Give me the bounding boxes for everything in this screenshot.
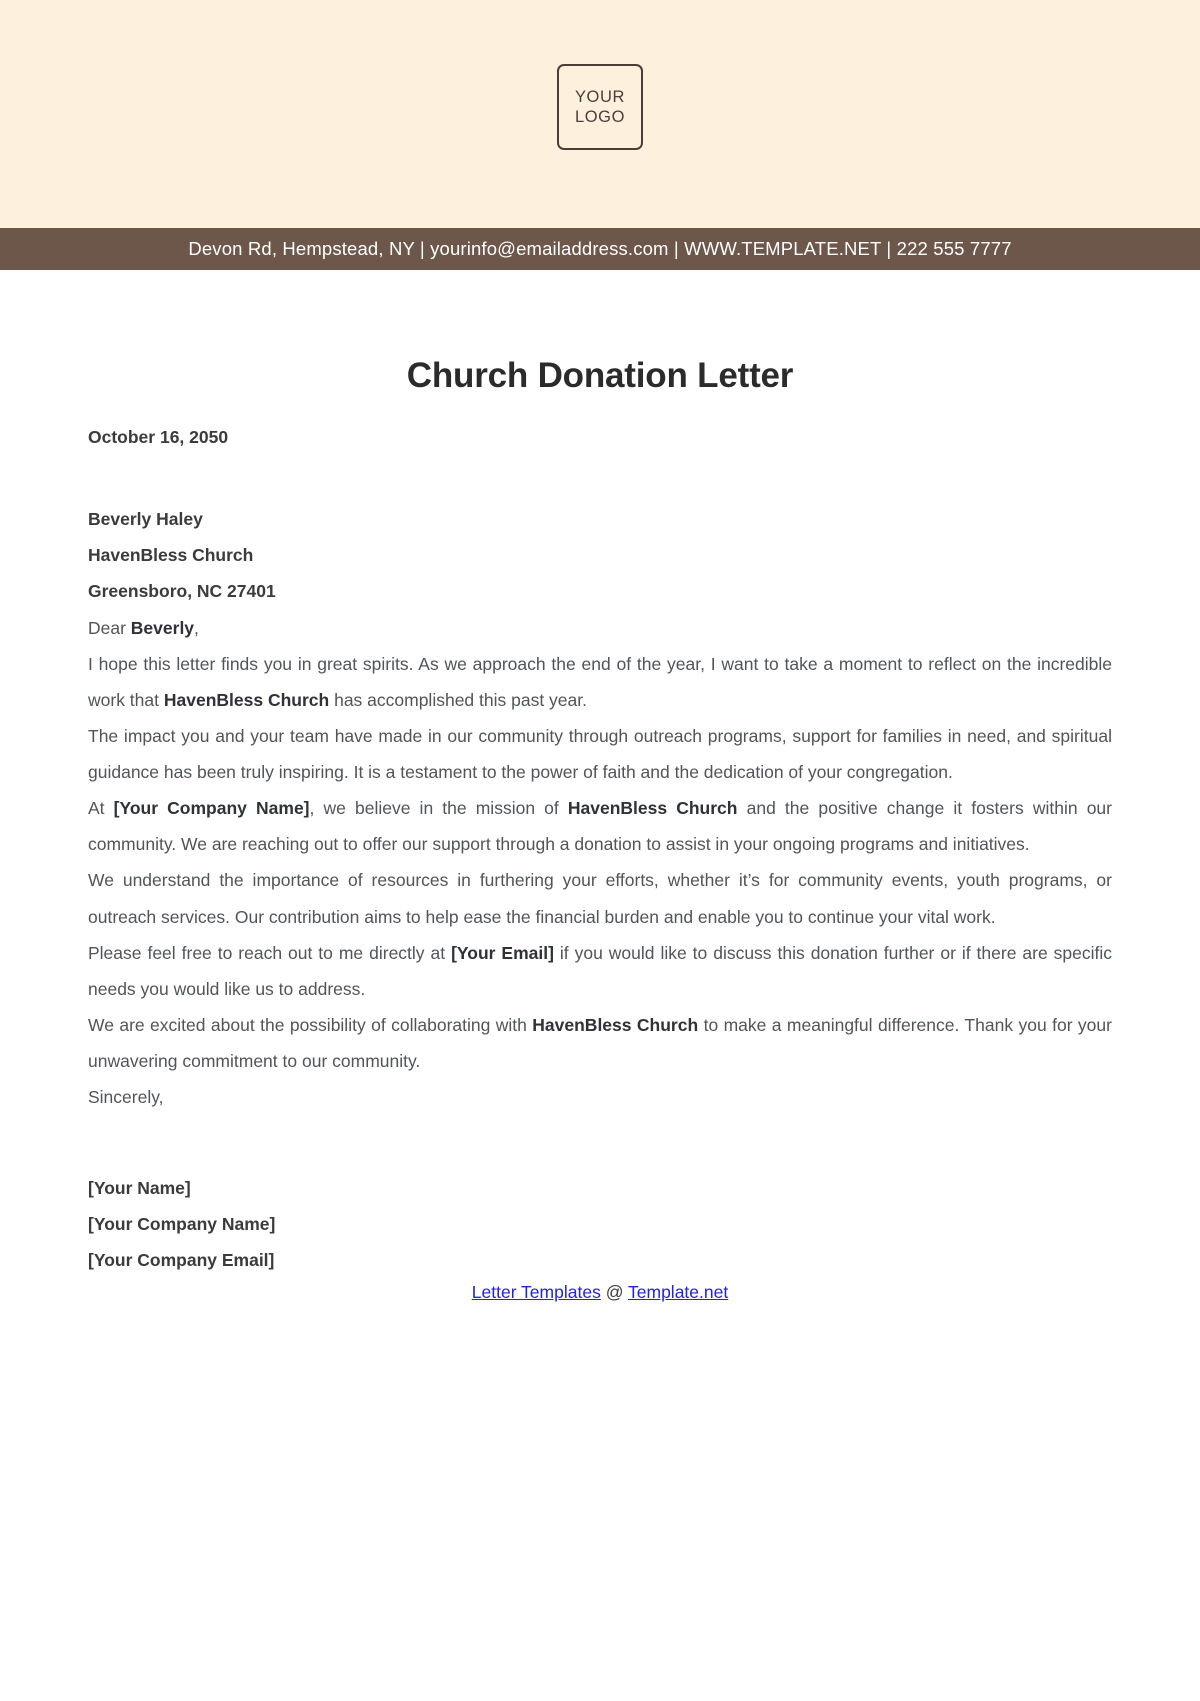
template-net-link[interactable]: Template.net <box>628 1281 729 1302</box>
paragraph-text: We understand the importance of resources in furthering your efforts, whether it’s for community events, youth programs, or outreach services. Our contribution aims to help ease the financial burden and enable you to continue your vital work. <box>88 870 1112 927</box>
footer-separator: @ <box>600 1281 629 1302</box>
recipient-address: Greensboro, NC 27401 <box>88 581 276 602</box>
signature-company-name: [Your Company Name] <box>88 1213 276 1234</box>
letter-date: October 16, 2050 <box>88 427 229 447</box>
salutation-suffix: , <box>194 618 199 639</box>
signature-your-name: [Your Name] <box>88 1177 191 1198</box>
body-paragraph <box>88 935 1112 1007</box>
body-paragraph <box>88 862 1112 934</box>
paragraph-text: I hope this letter finds you in great spirits. As we approach the end of the year, I want to take a moment to reflect on the incredible work that <box>88 654 1112 711</box>
header-band <box>0 0 1200 228</box>
logo-line-2: LOGO <box>574 108 626 126</box>
emphasis-text: HavenBless Church <box>567 798 738 819</box>
paragraph-text: We are excited about the possibility of collaborating with <box>88 1014 533 1035</box>
emphasis-text: [Your Email] <box>451 942 554 963</box>
salutation-name: Beverly <box>130 618 195 639</box>
signature-company-email: [Your Company Email] <box>88 1249 275 1270</box>
contact-info-text: Devon Rd, Hempstead, NY | yourinfo@emailaddress.com | WWW.TEMPLATE.NET | 222 555 7777 <box>188 238 1012 259</box>
paragraph-text: has accomplished this past year. <box>329 690 587 711</box>
logo-placeholder[interactable] <box>557 64 643 150</box>
letter-content <box>0 270 1200 1303</box>
logo-line-1: YOUR <box>574 87 626 106</box>
emphasis-text: HavenBless Church <box>532 1014 699 1035</box>
contact-bar <box>0 228 1200 270</box>
paragraph-text: to make a meaningful difference. Thank you for your unwavering commitment to our community. <box>88 1014 1112 1071</box>
closing-line: Sincerely, <box>88 1086 164 1107</box>
body-paragraph <box>88 646 1112 718</box>
body-paragraph <box>88 790 1112 862</box>
page-title: Church Donation Letter <box>406 356 794 395</box>
body-paragraph <box>88 718 1112 790</box>
salutation <box>88 610 1112 646</box>
signature-block <box>88 1170 1112 1278</box>
recipient-organization: HavenBless Church <box>88 545 254 566</box>
paragraph-text: , we believe in the mission of <box>309 798 568 819</box>
body-paragraph <box>88 1007 1112 1079</box>
footer-attribution <box>88 1282 1112 1303</box>
emphasis-text: [Your Company Name] <box>113 798 310 819</box>
paragraph-text: if you would like to discuss this donation further or if there are specific needs you would like us to address. <box>88 942 1112 999</box>
paragraph-text: Please feel free to reach out to me directly at <box>88 942 452 963</box>
recipient-block <box>88 501 1112 609</box>
letter-templates-link[interactable]: Letter Templates <box>471 1281 601 1302</box>
paragraph-text: The impact you and your team have made in our community through outreach programs, support for families in need, and spiritual guidance has been truly inspiring. It is a testament to the power of faith and the dedication of your congregation. <box>88 726 1112 783</box>
salutation-prefix: Dear <box>88 618 131 639</box>
letter-body <box>88 646 1112 1079</box>
paragraph-text: At <box>88 798 114 819</box>
recipient-name: Beverly Haley <box>88 509 203 529</box>
emphasis-text: HavenBless Church <box>163 690 330 711</box>
paragraph-text: and the positive change it fosters within our community. We are reaching out to offer our support through a donation to assist in your ongoing programs and initiatives. <box>88 798 1112 855</box>
